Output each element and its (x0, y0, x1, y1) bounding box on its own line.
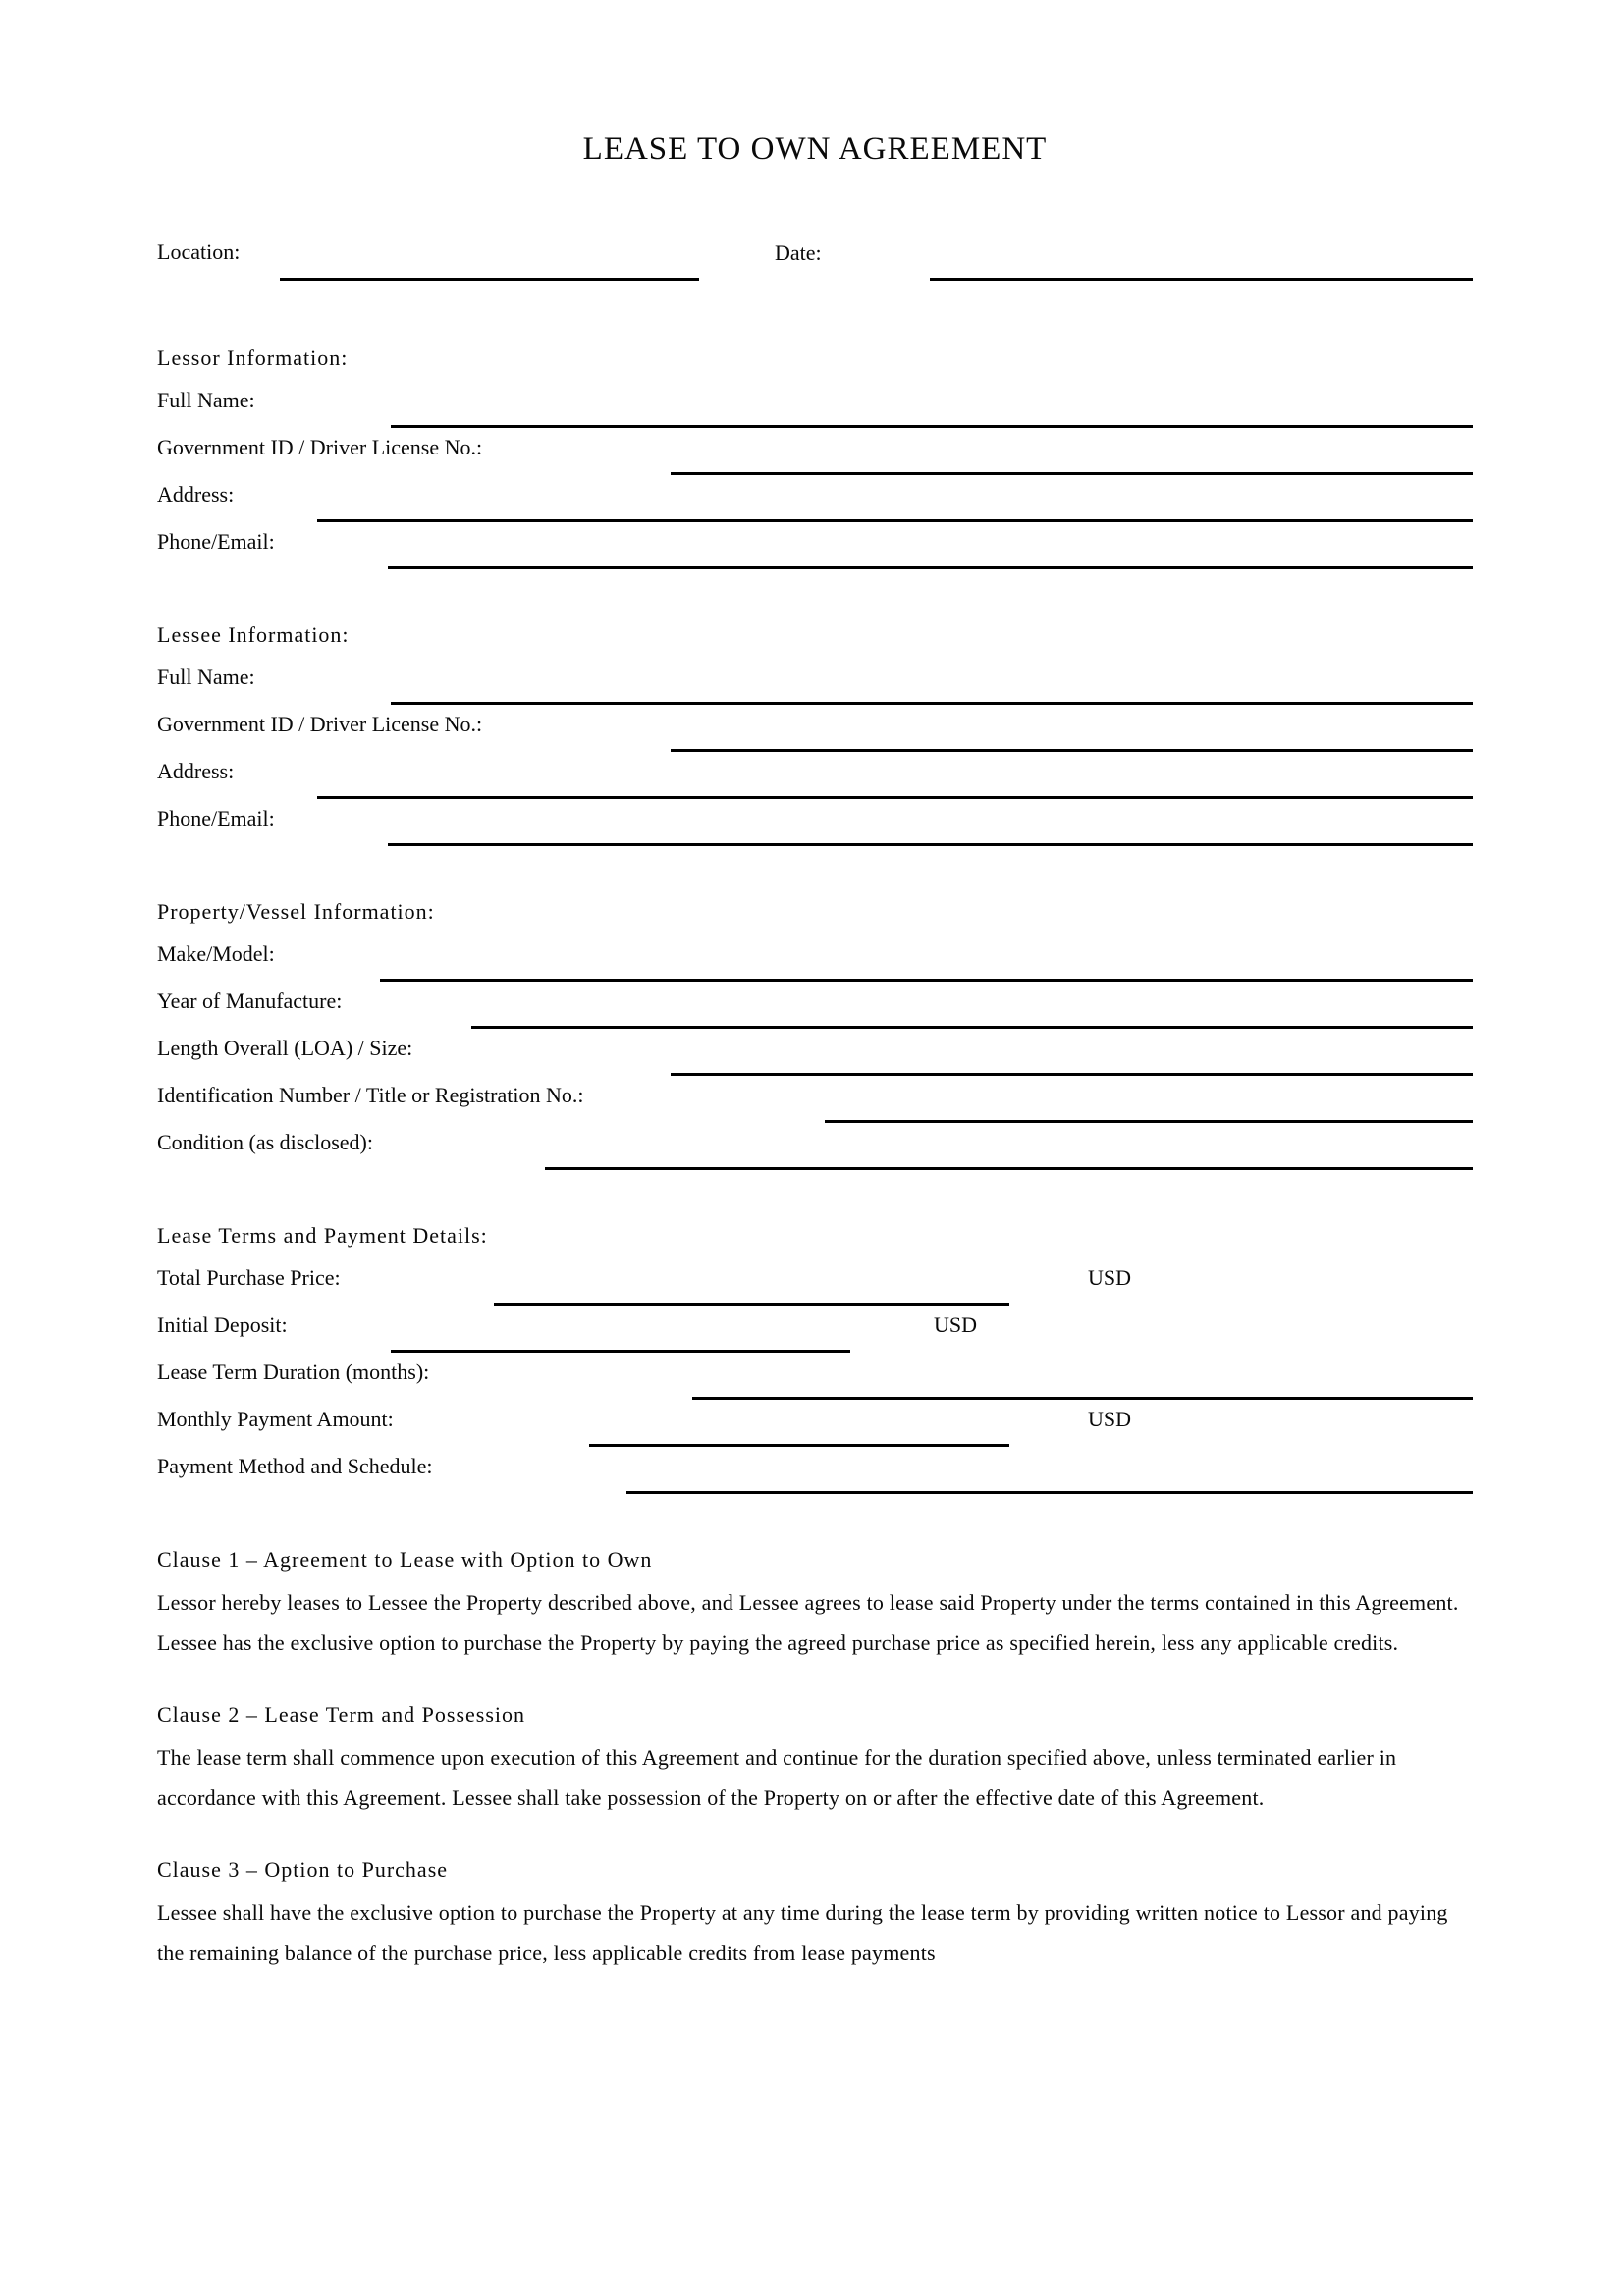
lessee-information-section (157, 620, 1473, 850)
identification-number-label: Identification Number / Title or Registration No.: (157, 1083, 584, 1107)
condition-label: Condition (as disclosed): (157, 1130, 373, 1154)
lessee-government-id-line[interactable] (671, 749, 1473, 752)
clause-3-body: Lessee shall have the exclusive option to purchase the Property at any time during the lease term by providing written notice to Lessor and paying the remaining balance of the purchase price, less applicable credits from lease payments (157, 1900, 1448, 1965)
lessee-section-heading: Lessee Information: (157, 622, 350, 647)
lease-term-duration-label: Lease Term Duration (months): (157, 1360, 430, 1384)
monthly-payment-amount-currency: USD (1088, 1407, 1132, 1431)
form-field-row (157, 434, 1473, 479)
lessor-phone-email-label: Phone/Email: (157, 529, 275, 554)
initial-deposit-label: Initial Deposit: (157, 1312, 288, 1337)
location-blank-line[interactable] (280, 278, 699, 281)
form-field-row (157, 711, 1473, 756)
form-field-row (157, 664, 1473, 709)
lease-terms-section (157, 1221, 1473, 1498)
monthly-payment-amount-label: Monthly Payment Amount: (157, 1407, 394, 1431)
total-purchase-price-label: Total Purchase Price: (157, 1265, 341, 1290)
lease-term-duration-line[interactable] (692, 1397, 1473, 1400)
lessee-address-label: Address: (157, 759, 235, 783)
clause-2 (157, 1700, 1473, 1818)
length-overall-line[interactable] (671, 1073, 1473, 1076)
date-blank-line[interactable] (930, 278, 1473, 281)
form-field-row (157, 988, 1473, 1033)
year-of-manufacture-line[interactable] (471, 1026, 1473, 1029)
length-overall-label: Length Overall (LOA) / Size: (157, 1036, 413, 1060)
form-field-row (157, 387, 1473, 432)
form-field-row (157, 481, 1473, 526)
make-model-line[interactable] (380, 979, 1473, 982)
property-section-heading: Property/Vessel Information: (157, 899, 435, 924)
initial-deposit-currency: USD (934, 1312, 978, 1337)
lessee-phone-email-line[interactable] (388, 843, 1473, 846)
payment-method-schedule-line[interactable] (626, 1491, 1473, 1494)
form-field-row (157, 1453, 1473, 1498)
date-label: Date: (775, 240, 822, 265)
year-of-manufacture-label: Year of Manufacture: (157, 988, 343, 1013)
lessor-address-label: Address: (157, 482, 235, 507)
form-field-row (157, 1035, 1473, 1080)
form-field-row (157, 1311, 1473, 1357)
lessor-section-heading: Lessor Information: (157, 346, 349, 370)
lessor-phone-email-line[interactable] (388, 566, 1473, 569)
clause-1-heading: Clause 1 – Agreement to Lease with Option to Own (157, 1547, 653, 1572)
clause-1-body: Lessor hereby leases to Lessee the Property described above, and Lessee agrees to lease said Property under the terms contained in this Agreement. Lessee has the exclusive option to purchase the Property by paying the agreed purchase price as specified herein, less any applicable credits. (157, 1590, 1459, 1655)
total-purchase-price-line[interactable] (494, 1303, 1009, 1306)
form-field-row (157, 1129, 1473, 1174)
lessee-government-id-label: Government ID / Driver License No.: (157, 712, 483, 736)
location-date-row (157, 240, 1473, 285)
clause-2-heading: Clause 2 – Lease Term and Possession (157, 1702, 526, 1727)
location-label: Location: (157, 240, 241, 264)
page-title: LEASE TO OWN AGREEMENT (582, 132, 1048, 167)
lessee-phone-email-label: Phone/Email: (157, 806, 275, 830)
lessor-full-name-line[interactable] (391, 425, 1473, 428)
form-field-row (157, 1264, 1473, 1309)
form-field-row (157, 528, 1473, 573)
lessor-information-section (157, 344, 1473, 573)
condition-line[interactable] (545, 1167, 1473, 1170)
total-purchase-price-currency: USD (1088, 1265, 1132, 1290)
lessee-full-name-label: Full Name: (157, 665, 255, 689)
form-field-row (157, 1359, 1473, 1404)
lessee-full-name-line[interactable] (391, 702, 1473, 705)
lessor-government-id-line[interactable] (671, 472, 1473, 475)
form-field-row (157, 758, 1473, 803)
lease-terms-section-heading: Lease Terms and Payment Details: (157, 1223, 488, 1248)
initial-deposit-line[interactable] (391, 1350, 850, 1353)
make-model-label: Make/Model: (157, 941, 275, 966)
form-field-row (157, 805, 1473, 850)
clause-3 (157, 1855, 1473, 1973)
form-field-row (157, 940, 1473, 986)
lessor-full-name-label: Full Name: (157, 388, 255, 412)
form-field-row (157, 1406, 1473, 1451)
clause-3-heading: Clause 3 – Option to Purchase (157, 1857, 449, 1882)
monthly-payment-amount-line[interactable] (589, 1444, 1009, 1447)
clause-1 (157, 1545, 1473, 1663)
property-vessel-section (157, 897, 1473, 1174)
clause-2-body: The lease term shall commence upon execution of this Agreement and continue for the duration specified above, unless terminated earlier in accordance with this Agreement. Lessee shall take possession of the Property on or after the effective date of this Agreement. (157, 1745, 1397, 1810)
lessee-address-line[interactable] (317, 796, 1473, 799)
lessor-government-id-label: Government ID / Driver License No.: (157, 435, 483, 459)
lessor-address-line[interactable] (317, 519, 1473, 522)
identification-number-line[interactable] (825, 1120, 1473, 1123)
form-field-row (157, 1082, 1473, 1127)
payment-method-schedule-label: Payment Method and Schedule: (157, 1454, 433, 1478)
